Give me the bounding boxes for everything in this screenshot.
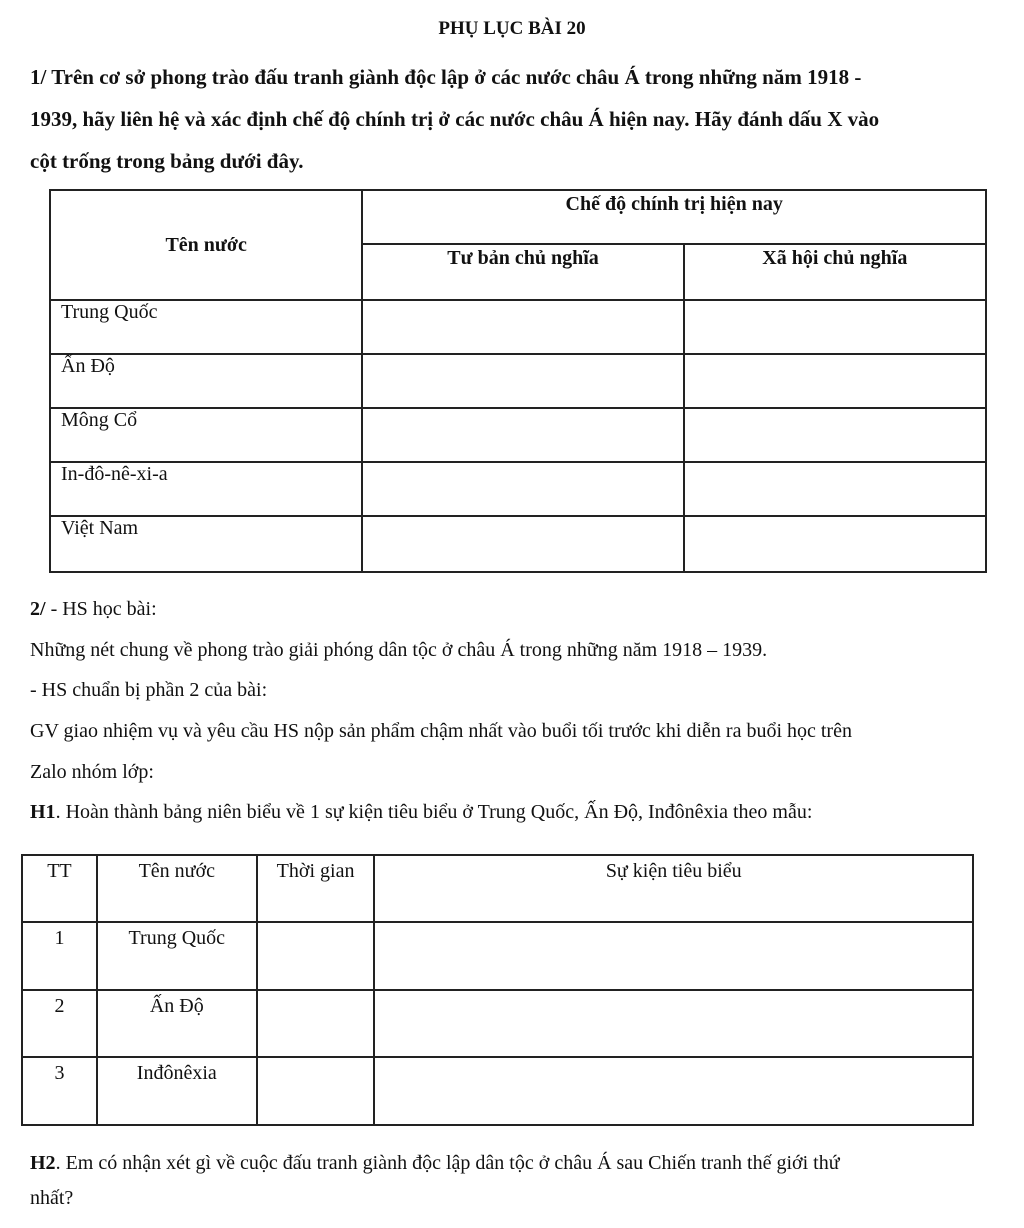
header-current-regime: Chế độ chính trị hiện nay xyxy=(362,190,986,244)
q2-heading xyxy=(30,598,1015,621)
table-row xyxy=(22,990,973,1057)
h2-line-1 xyxy=(30,1152,1015,1175)
h2-label: H2 xyxy=(30,1152,56,1174)
capitalist-cell[interactable] xyxy=(362,354,683,408)
header-socialist: Xã hội chủ nghĩa xyxy=(684,244,986,300)
h1-instruction xyxy=(30,801,1015,824)
table-row xyxy=(50,408,986,462)
capitalist-cell[interactable] xyxy=(362,462,683,516)
capitalist-cell[interactable] xyxy=(362,408,683,462)
table-row xyxy=(50,354,986,408)
country-cell: Ấn Độ xyxy=(50,354,362,408)
q2-line-3: - HS chuẩn bị phần 2 của bài: xyxy=(30,679,268,701)
event-cell[interactable] xyxy=(374,990,973,1057)
question-1 xyxy=(30,56,1005,182)
header-event: Sự kiện tiêu biểu xyxy=(374,855,973,922)
capitalist-cell[interactable] xyxy=(362,516,683,572)
h2-question xyxy=(30,1152,1015,1210)
q2-line-5: Zalo nhóm lớp: xyxy=(30,761,154,783)
chronology-table xyxy=(21,854,974,1126)
socialist-cell[interactable] xyxy=(684,354,986,408)
q2-line-4: GV giao nhiệm vụ và yêu cầu HS nộp sản phẩm chậm nhất vào buổi tối trước khi diễn ra buổi học trên xyxy=(30,720,852,742)
socialist-cell[interactable] xyxy=(684,300,986,354)
q2-number: 2/ xyxy=(30,598,46,620)
socialist-cell[interactable] xyxy=(684,462,986,516)
time-cell[interactable] xyxy=(257,922,375,990)
country-cell: Việt Nam xyxy=(50,516,362,572)
country-cell: In-đô-nê-xi-a xyxy=(50,462,362,516)
q2-line-2: Những nét chung về phong trào giải phóng dân tộc ở châu Á trong những năm 1918 – 1939. xyxy=(30,639,768,661)
event-cell[interactable] xyxy=(374,1057,973,1125)
header-country: Tên nước xyxy=(50,190,362,300)
header-tt: TT xyxy=(22,855,97,922)
header-country: Tên nước xyxy=(97,855,257,922)
table-row xyxy=(22,922,973,990)
h1-text: . Hoàn thành bảng niên biểu về 1 sự kiện tiêu biểu ở Trung Quốc, Ấn Độ, Inđônêxia theo mẫu: xyxy=(55,801,813,823)
page-title: PHỤ LỤC BÀI 20 xyxy=(438,18,586,39)
h2-line-2: nhất? xyxy=(30,1187,74,1209)
question-1-line-1: 1/ Trên cơ sở phong trào đấu tranh giành độc lập ở các nước châu Á trong những năm 1918 - xyxy=(30,65,862,89)
header-capitalist: Tư bản chủ nghĩa xyxy=(362,244,683,300)
socialist-cell[interactable] xyxy=(684,408,986,462)
table-row xyxy=(50,462,986,516)
table-row xyxy=(22,1057,973,1125)
table-row xyxy=(50,516,986,572)
question-1-line-3: cột trống trong bảng dưới đây. xyxy=(30,149,304,173)
table-row xyxy=(50,300,986,354)
country-cell: Trung Quốc xyxy=(97,922,257,990)
tt-cell: 3 xyxy=(22,1057,97,1125)
event-cell[interactable] xyxy=(374,922,973,990)
tt-cell: 1 xyxy=(22,922,97,990)
country-cell: Mông Cổ xyxy=(50,408,362,462)
q2-heading-text: - HS học bài: xyxy=(45,598,157,620)
country-cell: Ấn Độ xyxy=(97,990,257,1057)
capitalist-cell[interactable] xyxy=(362,300,683,354)
h2-text: . Em có nhận xét gì về cuộc đấu tranh giành độc lập dân tộc ở châu Á sau Chiến tranh thế giới thứ xyxy=(55,1152,840,1174)
time-cell[interactable] xyxy=(257,1057,375,1125)
country-cell: Inđônêxia xyxy=(97,1057,257,1125)
socialist-cell[interactable] xyxy=(684,516,986,572)
question-1-line-2: 1939, hãy liên hệ và xác định chế độ chính trị ở các nước châu Á hiện nay. Hãy đánh dấu X vào xyxy=(30,107,880,131)
h1-label: H1 xyxy=(30,801,56,823)
time-cell[interactable] xyxy=(257,990,375,1057)
country-cell: Trung Quốc xyxy=(50,300,362,354)
tt-cell: 2 xyxy=(22,990,97,1057)
header-time: Thời gian xyxy=(257,855,375,922)
political-regime-table xyxy=(49,189,987,573)
